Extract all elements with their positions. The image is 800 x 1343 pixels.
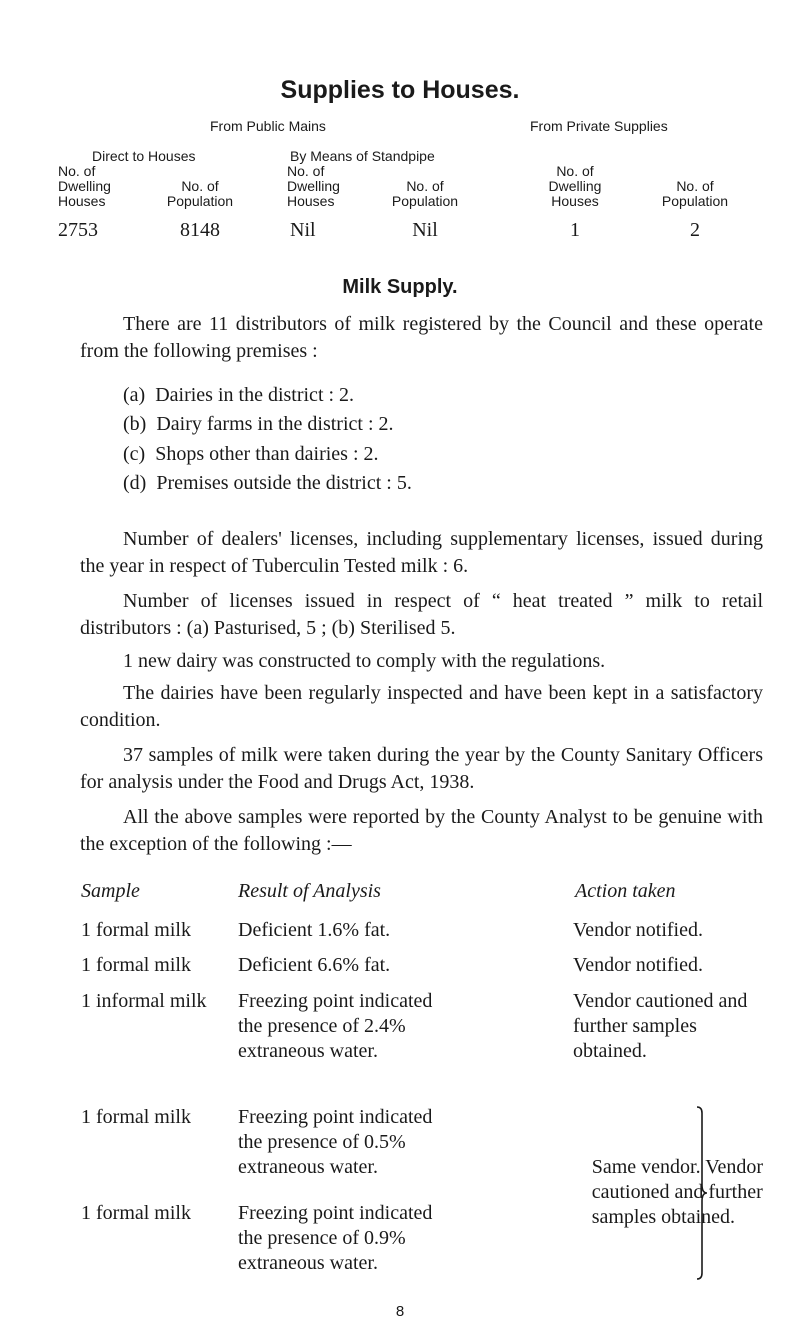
- samples-paragraph: 37 samples of milk were taken during the year by the County Sanitary Officers for analysis under the Food and Drugs Act, 1938.: [80, 744, 763, 793]
- supplies-title: Supplies to Houses.: [280, 76, 520, 104]
- milk-intro: There are 11 distributors of milk registered by the Council and these operate from the following premises :: [80, 313, 763, 362]
- value-population-private: 2: [690, 219, 700, 241]
- value-population-direct: 8148: [180, 219, 220, 241]
- col-header-1: No. of Dwelling Houses: [58, 163, 111, 209]
- col-header-5: No. of Dwelling Houses: [548, 163, 602, 209]
- header-sample: Sample: [81, 880, 140, 902]
- table-row-action: Vendor cautioned and further samples obtained.: [573, 990, 748, 1062]
- new-dairy-paragraph: 1 new dairy was constructed to comply with the regulations.: [123, 650, 606, 672]
- col-header-2: No. of Population: [166, 178, 234, 209]
- table-row-sample: 1 informal milk: [81, 990, 207, 1012]
- table-row-result: Deficient 6.6% fat.: [238, 954, 391, 976]
- col-header-3: No. of Dwelling Houses: [287, 163, 340, 209]
- table-row-action: Vendor notified.: [573, 954, 703, 976]
- page-number: 8: [395, 1303, 405, 1320]
- private-supplies-label: From Private Supplies: [530, 118, 668, 134]
- header-result: Result of Analysis: [238, 880, 381, 902]
- value-dwellings-standpipe: Nil: [290, 219, 316, 241]
- grouped-action: Same vendor. Vendor cautioned and further samples obtained.: [591, 1156, 763, 1228]
- table-row-sample: 1 formal milk: [81, 1106, 191, 1128]
- list-item: (a) Dairies in the district : 2.: [123, 384, 355, 406]
- header-action: Action taken: [575, 880, 676, 902]
- list-item: (d) Premises outside the district : 5.: [123, 472, 412, 494]
- direct-houses-label: Direct to Houses: [92, 148, 196, 164]
- col-header-6: No. of Population: [661, 178, 729, 209]
- value-population-standpipe: Nil: [412, 219, 438, 241]
- table-row-sample: 1 formal milk: [81, 1202, 191, 1224]
- table-row-result: Freezing point indicated the presence of 2.4% extraneous water.: [238, 990, 433, 1062]
- table-row-action: Vendor notified.: [573, 919, 703, 941]
- list-item: (c) Shops other than dairies : 2.: [123, 443, 379, 465]
- inspection-paragraph: The dairies have been regularly inspected and have been kept in a satisfactory condition.: [80, 682, 763, 731]
- list-item: (b) Dairy farms in the district : 2.: [123, 413, 394, 435]
- table-row-sample: 1 formal milk: [81, 919, 191, 941]
- standpipe-label: By Means of Standpipe: [290, 148, 435, 164]
- col-header-4: No. of Population: [391, 178, 459, 209]
- public-mains-label: From Public Mains: [210, 118, 326, 134]
- milk-title: Milk Supply.: [342, 276, 458, 298]
- value-dwellings-direct: 2753: [58, 219, 98, 241]
- table-row-result: Freezing point indicated the presence of 0.5% extraneous water.: [238, 1106, 433, 1178]
- value-dwellings-private: 1: [570, 219, 580, 241]
- table-row-result: Deficient 1.6% fat.: [238, 919, 391, 941]
- table-row-sample: 1 formal milk: [81, 954, 191, 976]
- licenses-paragraph: Number of dealers' licenses, including supplementary licenses, issued during the year in respect of Tuberculin Tested milk : 6.: [80, 528, 763, 577]
- table-row-result: Freezing point indicated the presence of 0.9% extraneous water.: [238, 1202, 433, 1274]
- genuine-paragraph: All the above samples were reported by the County Analyst to be genuine with the exception of the following :—: [80, 806, 763, 855]
- heat-treated-paragraph: Number of licenses issued in respect of “ heat treated ” milk to retail distributors : (a) Pasturised, 5 ; (b) Sterilised 5.: [80, 590, 763, 639]
